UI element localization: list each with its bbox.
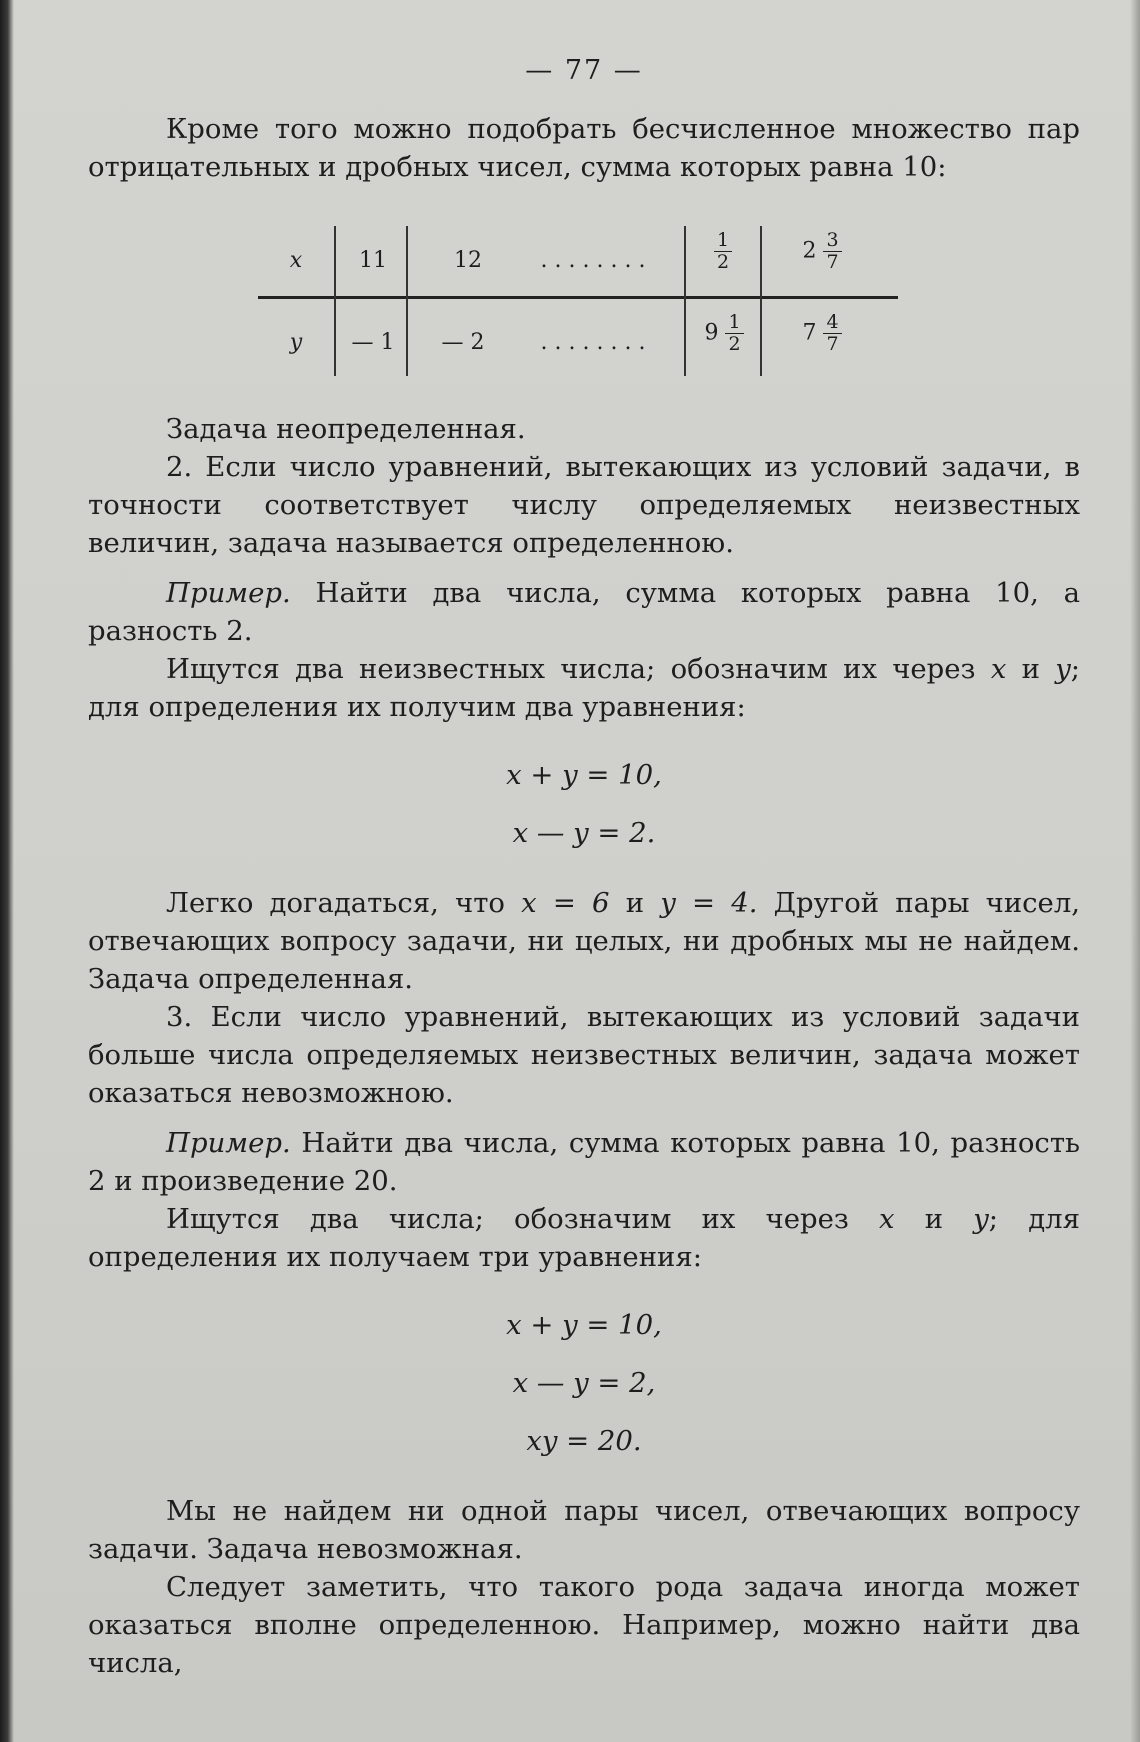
equation: x + y = 10, — [506, 1309, 662, 1341]
table-horizontal-rule — [258, 296, 898, 299]
paragraph-note: Следует заметить, что такого рода задача иногда может оказаться вполне определенною. Например, можно найти два числа, — [88, 1571, 1080, 1679]
table-y-cell: 9 $\frac{1}{2}$ — [690, 312, 758, 355]
equation-system-2 — [88, 1296, 1080, 1470]
table-x-cell: 11 — [359, 248, 387, 273]
paragraph-example-1 — [88, 574, 1080, 650]
page-number: — 77 — — [525, 55, 643, 86]
table-divider — [406, 226, 408, 376]
table-y-cell: — 1 — [351, 330, 395, 355]
page-content — [88, 52, 1080, 1682]
table-divider — [684, 226, 686, 376]
paragraph-example-2 — [88, 1124, 1080, 1200]
paragraph-intro: Кроме того можно подобрать бесчисленное множество пар отрицательных и дробных чисел, сумма которых равна 10: — [88, 113, 1080, 183]
paragraph-rule-2: 2. Если число уравнений, вытекающих из условий задачи, в точности соответствует числу определяемых неизвестных величин, задача называется определенною. — [88, 451, 1080, 559]
example-label: Пример. — [166, 1127, 291, 1159]
page-edge-shadow — [1130, 0, 1140, 1742]
table-x-cell: 12 — [454, 248, 482, 273]
paragraph-impossible: Мы не найдем ни одной пары чисел, отвечающих вопросу задачи. Задача невозможная. — [88, 1495, 1080, 1565]
paragraph-indeterminate: Задача неопределенная. — [166, 413, 526, 445]
example-label: Пример. — [166, 577, 291, 609]
paragraph-unknowns-1: Ищутся два неизвестных числа; обозначим их через x и y; для определения их получим два уравнения: — [88, 653, 1081, 723]
paragraph-unknowns-2: Ищутся два числа; обозначим их через x и y; для определения их получаем три уравнения: — [88, 1203, 1080, 1273]
paragraph-rule-3: 3. Если число уравнений, вытекающих из условий задачи больше числа определяемых неизвестных величин, задача может оказаться невозможною. — [88, 1001, 1080, 1109]
table-x-dots: . . . . . . . . — [540, 248, 646, 273]
table-y-dots: . . . . . . . . — [540, 330, 646, 355]
book-spine-shadow — [0, 0, 14, 1742]
equation: x — y = 2. — [512, 817, 656, 849]
table-x-cell: 2 $\frac{3}{7}$ — [772, 230, 872, 273]
example-1-text: Найти два числа, сумма которых равна 10, а разность 2. — [88, 577, 1080, 647]
table-y-label: y — [289, 330, 303, 355]
table-divider — [334, 226, 336, 376]
table-x-cell: $\frac{1}{2}$ — [698, 230, 748, 273]
equation: xy = 20. — [526, 1425, 642, 1457]
equation: x + y = 10, — [506, 759, 662, 791]
table-x-label: x — [289, 248, 303, 273]
example-2-text: Найти два числа, сумма которых равна 10, разность 2 и произведение 20. — [88, 1127, 1081, 1197]
paragraph-solution: Легко догадаться, что x = 6 и y = 4. Другой пары чисел, отвечающих вопросу задачи, ни целых, ни дробных мы не найдем. Задача определенная. — [88, 887, 1081, 995]
pairs-table — [258, 216, 898, 384]
table-y-cell: — 2 — [441, 330, 485, 355]
table-y-cell: 7 $\frac{4}{7}$ — [772, 312, 872, 355]
equation: x — y = 2, — [512, 1367, 656, 1399]
table-divider — [760, 226, 762, 376]
equation-system-1 — [88, 746, 1080, 862]
